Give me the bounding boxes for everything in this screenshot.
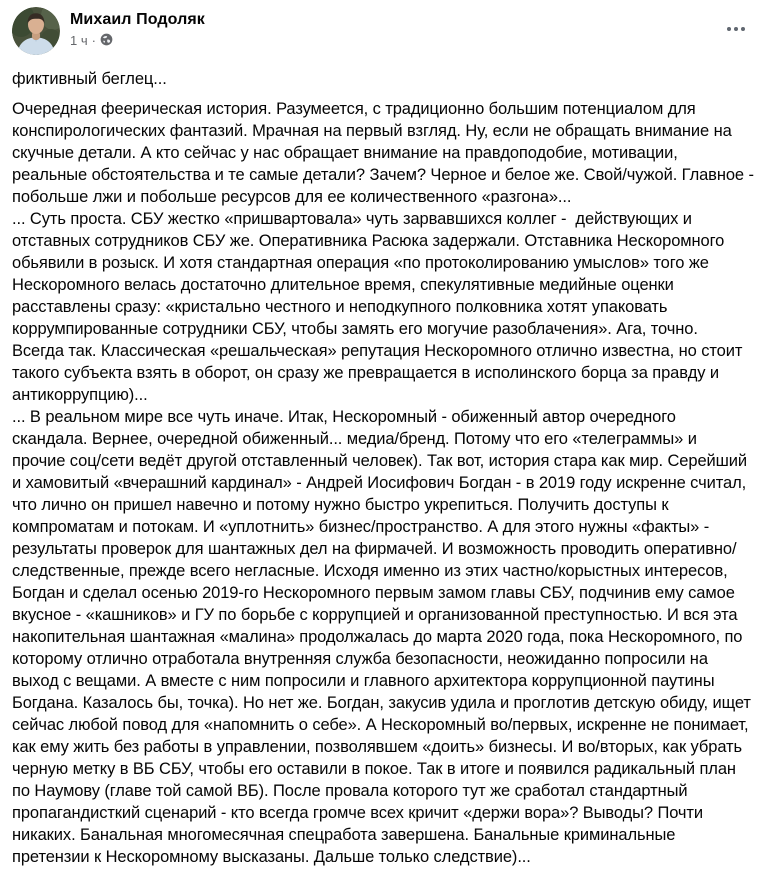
ellipsis-icon — [727, 27, 745, 31]
post-text-paragraph: Очередная феерическая история. Разумеется, с традиционно большим потенциалом для конспирологических фантазий. Мрачная на первый взгляд. Ну, если не обращать внимание на скучные детали. А кто сейчас у нас обращает внимание на правдоподобие, мотивации, реальные обстоятельства и те самые детали? Зачем? Черное и белое же. Свой/чужой. Главное - побольше лжи и побольше ресурсов для ее количественного «разгона»... — [12, 100, 759, 206]
profile-photo — [12, 7, 60, 55]
post-timestamp[interactable]: 1 ч — [70, 33, 88, 48]
dot-separator: · — [91, 33, 96, 48]
post-text-paragraph: ... В реальном мире все чуть иначе. Итак, Нескоромный - обиженный автор очередного скандала. Вернее, очередной обиженный... медиа/бренд. Потому что его «телеграммы» и прочие соц/сети ведёт другой отставленный человек). Так вот, история стара как мир. Серейший и хамовитый «вчерашний кардинал» - Андрей Иосифович Богдан - в 2019 году искренне считал, что лично он пришел навечно и потому нужно быстро укрепиться. Получить доступы к компроматам и потокам. И «уплотнить» бизнес/пространство. А для этого нужны «факты» - результаты проверок для шантажных дел на фирмачей. И возможность проводить оперативно/следственные, прежде всего негласные. Исходя именно из этих частно/корыстных интересов, Богдан и сделал осенью 2019-го Нескоромного первым замом главы СБУ, подчинив ему самое вкусное - «кашников» и ГУ по борьбе с коррупцией и организованной преступностью. И вся эта накопительная шантажная «малина» продолжалась до марта 2020 года, пока Нескоромного, по которому отлично отработала внутренняя служба безопасности, неожиданно попросили на выход с вещами. А вместе с ним попросили и главного архитектора коррупционной паутины Богдана. Казалось бы, точка). Но нет же. Богдан, закусив удила и проглотив детскую обиду, ищет сейчас любой повод для «напомнить о себе». А Нескоромный во/первых, искренне не понимает, как ему жить без работы в управлении, позволявшем «доить» бизнесы. И во/вторых, как убрать черную метку в ВБ СБУ, чтобы его оставили в покое. Так в итоге и появился радикальный план по Наумову (главе той самой ВБ). После провала которого тут же сработал стандартный пропагандисткий сценарий - кто всегда громче всех кричит «держи вора»? Выводы? Почти никаких. Банальная многомесячная спецработа завершена. Банальные криминальные претензии к Нескоромному высказаны. Дальше только следствие)... — [12, 408, 756, 866]
post-text-paragraph: ... Суть проста. СБУ жестко «пришвартовала» чуть зарвавшихся коллег - действующих и отставных сотрудников СБУ же. Оперативника Расюка задержали. Отставника Нескоромного обьявили в розыск. И хотя стандартная операция «по протоколированию умыслов» того же Нескоромного велась достаточно длительное время, спекулятивные медийные оценки расставлены сразу: «кристально честного и неподкупного полковника хотят упаковать коррумпированные сотрудники СБУ, чтобы замять его могучие разоблачения». Ага, точно. Всегда так. Классическая «решальческая» репутация Нескоромного отлично известна, но стоит такого субъекта взять в оборот, он сразу же превращается в исполинского борца за правду и антикоррупцию)... — [12, 210, 747, 404]
post-text-paragraph: фиктивный беглец... — [12, 70, 167, 88]
post-subheader — [70, 32, 720, 50]
post-text — [0, 56, 764, 876]
author-name[interactable]: Михаил Подоляк — [70, 11, 205, 28]
avatar[interactable] — [12, 7, 60, 55]
post-header — [0, 0, 764, 56]
post-menu-button[interactable] — [720, 19, 752, 39]
post-meta — [70, 7, 720, 50]
globe-privacy-icon — [100, 33, 113, 50]
